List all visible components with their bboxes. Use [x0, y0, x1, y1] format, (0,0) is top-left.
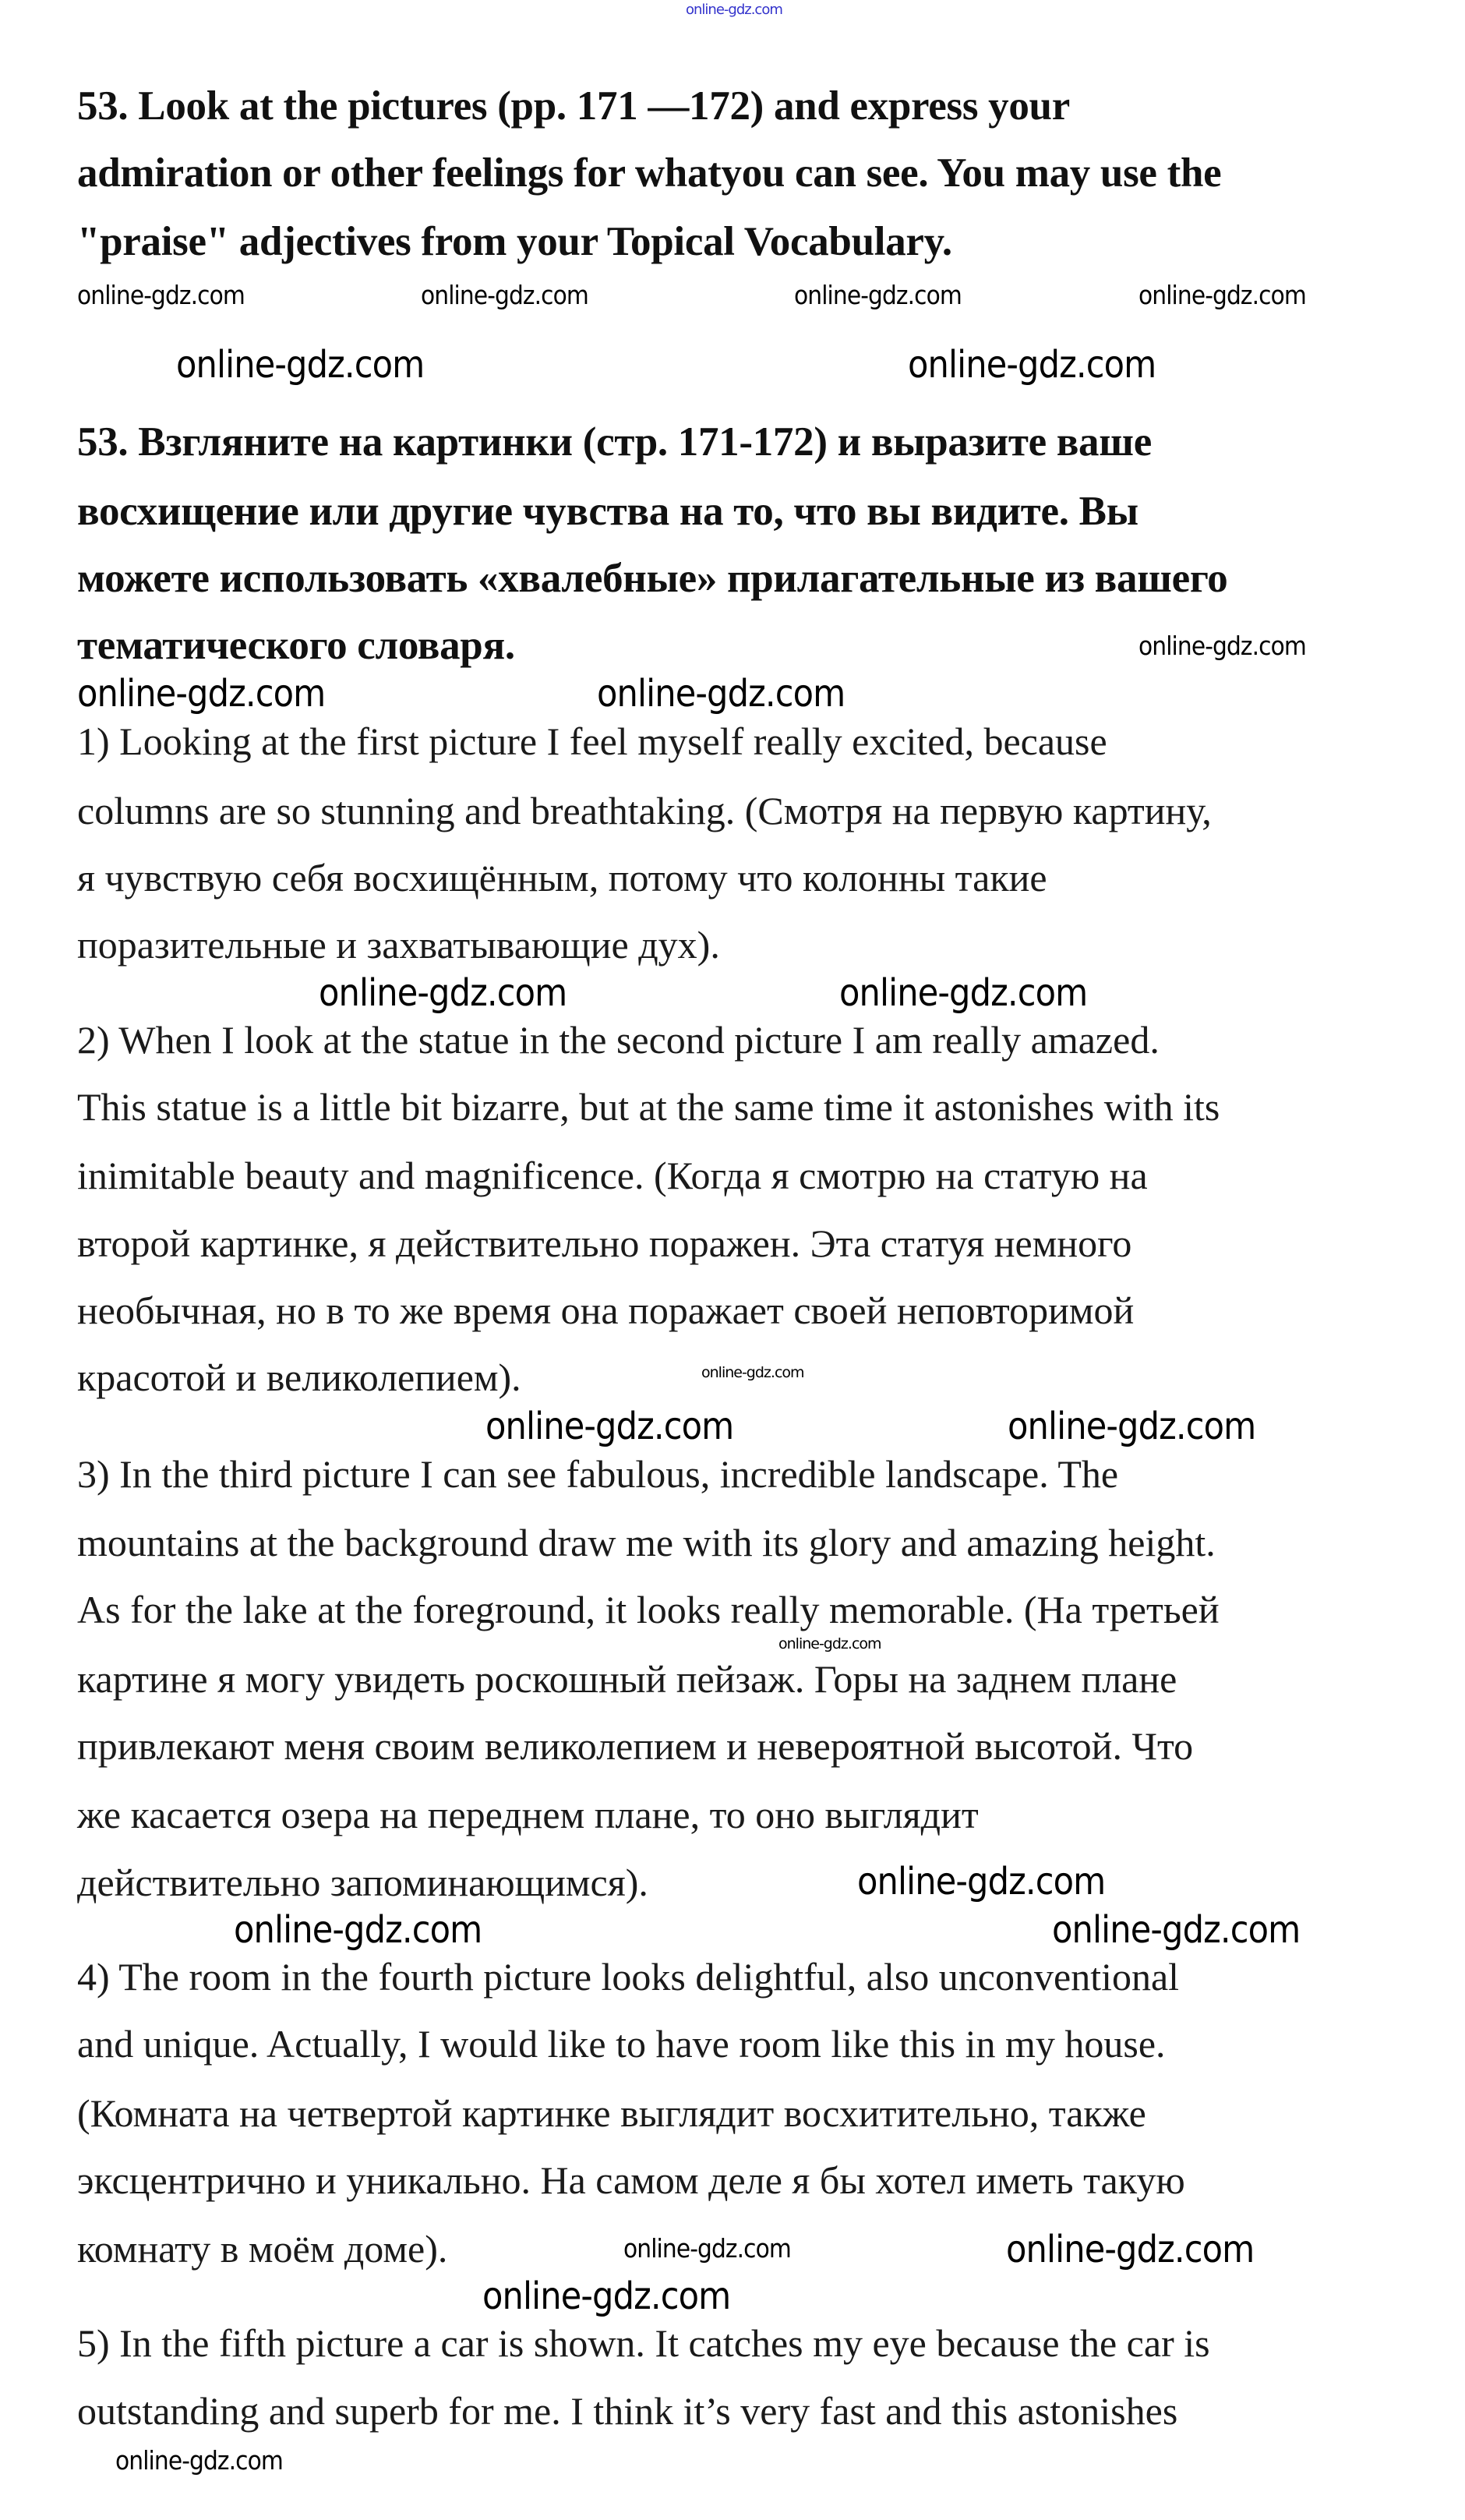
watermark: online-gdz.com: [485, 1405, 734, 1448]
answer-line: картине я могу увидеть роскошный пейзаж. Горы на заднем плане: [77, 1657, 1177, 1701]
watermark: online-gdz.com: [701, 1364, 804, 1381]
task-title-line: "praise" adjectives from your Topical Vocabulary.: [77, 219, 952, 264]
watermark: online-gdz.com: [77, 672, 326, 716]
watermark: online-gdz.com: [623, 2233, 791, 2264]
watermark: online-gdz.com: [686, 2, 782, 18]
answer-line: действительно запоминающимся).: [77, 1861, 648, 1904]
watermark: online-gdz.com: [1138, 631, 1306, 661]
watermark: online-gdz.com: [421, 280, 588, 310]
task-translation-line: восхищение или другие чувства на то, что вы видите. Вы: [77, 489, 1138, 534]
answer-line: 1) Looking at the first picture I feel myself really excited, because: [77, 719, 1107, 763]
watermark: online-gdz.com: [482, 2274, 731, 2318]
answer-line: This statue is a little bit bizarre, but at the same time it astonishes with its: [77, 1085, 1220, 1129]
watermark: online-gdz.com: [176, 343, 425, 387]
watermark: online-gdz.com: [115, 2445, 283, 2476]
watermark: online-gdz.com: [77, 280, 245, 310]
watermark: online-gdz.com: [908, 343, 1156, 387]
answer-line: привлекают меня своим великолепием и невероятной высотой. Что: [77, 1724, 1194, 1768]
answer-line: второй картинке, я действительно поражен. Эта статуя немного: [77, 1221, 1132, 1265]
answer-line: As for the lake at the foreground, it looks really memorable. (На третьей: [77, 1588, 1220, 1631]
answer-line: я чувствую себя восхищённым, потому что колонны такие: [77, 856, 1047, 899]
answer-line: 4) The room in the fourth picture looks delightful, also unconventional: [77, 1955, 1180, 1999]
answer-line: outstanding and superb for me. I think it’s very fast and this astonishes: [77, 2389, 1178, 2433]
watermark: online-gdz.com: [1008, 1405, 1256, 1448]
answer-line: комнату в моём доме).: [77, 2227, 448, 2271]
watermark: online-gdz.com: [778, 1635, 881, 1652]
watermark: online-gdz.com: [1052, 1908, 1301, 1952]
answer-line: красотой и великолепием).: [77, 1355, 521, 1399]
answer-line: поразительные и захватывающие дух).: [77, 923, 720, 967]
answer-line: mountains at the background draw me with its glory and amazing height.: [77, 1521, 1216, 1564]
answer-line: 3) In the third picture I can see fabulous, incredible landscape. The: [77, 1452, 1119, 1496]
answer-line: 2) When I look at the statue in the second picture I am really amazed.: [77, 1018, 1160, 1062]
task-translation-line: тематического словаря.: [77, 623, 515, 668]
task-translation-line: 53. Взгляните на картинки (стр. 171-172) и выразите ваше: [77, 419, 1152, 465]
watermark: online-gdz.com: [597, 672, 845, 716]
watermark: online-gdz.com: [1006, 2228, 1255, 2271]
answer-line: columns are so stunning and breathtaking. (Смотря на первую картину,: [77, 789, 1212, 832]
watermark: online-gdz.com: [319, 971, 567, 1015]
answer-line: необычная, но в то же время она поражает своей неповторимой: [77, 1288, 1135, 1332]
answer-line: эксцентрично и уникально. На самом деле я бы хотел иметь такую: [77, 2158, 1185, 2202]
watermark: online-gdz.com: [234, 1908, 482, 1952]
answer-line: (Комната на четвертой картинке выглядит восхитительно, также: [77, 2091, 1146, 2135]
answer-line: 5) In the fifth picture a car is shown. It catches my eye because the car is: [77, 2321, 1210, 2365]
answer-line: and unique. Actually, I would like to have room like this in my house.: [77, 2022, 1166, 2066]
task-translation-line: можете использовать «хвалебные» прилагательные из вашего: [77, 556, 1228, 601]
watermark: online-gdz.com: [1138, 280, 1306, 310]
watermark: online-gdz.com: [857, 1860, 1106, 1903]
task-title-line: admiration or other feelings for whatyou can see. You may use the: [77, 150, 1222, 196]
watermark: online-gdz.com: [839, 971, 1088, 1015]
watermark: online-gdz.com: [794, 280, 962, 310]
task-title-line: 53. Look at the pictures (pp. 171 —172) and express your: [77, 83, 1070, 129]
answer-line: же касается озера на переднем плане, то оно выглядит: [77, 1793, 979, 1836]
answer-line: inimitable beauty and magnificence. (Когда я смотрю на статую на: [77, 1154, 1148, 1197]
